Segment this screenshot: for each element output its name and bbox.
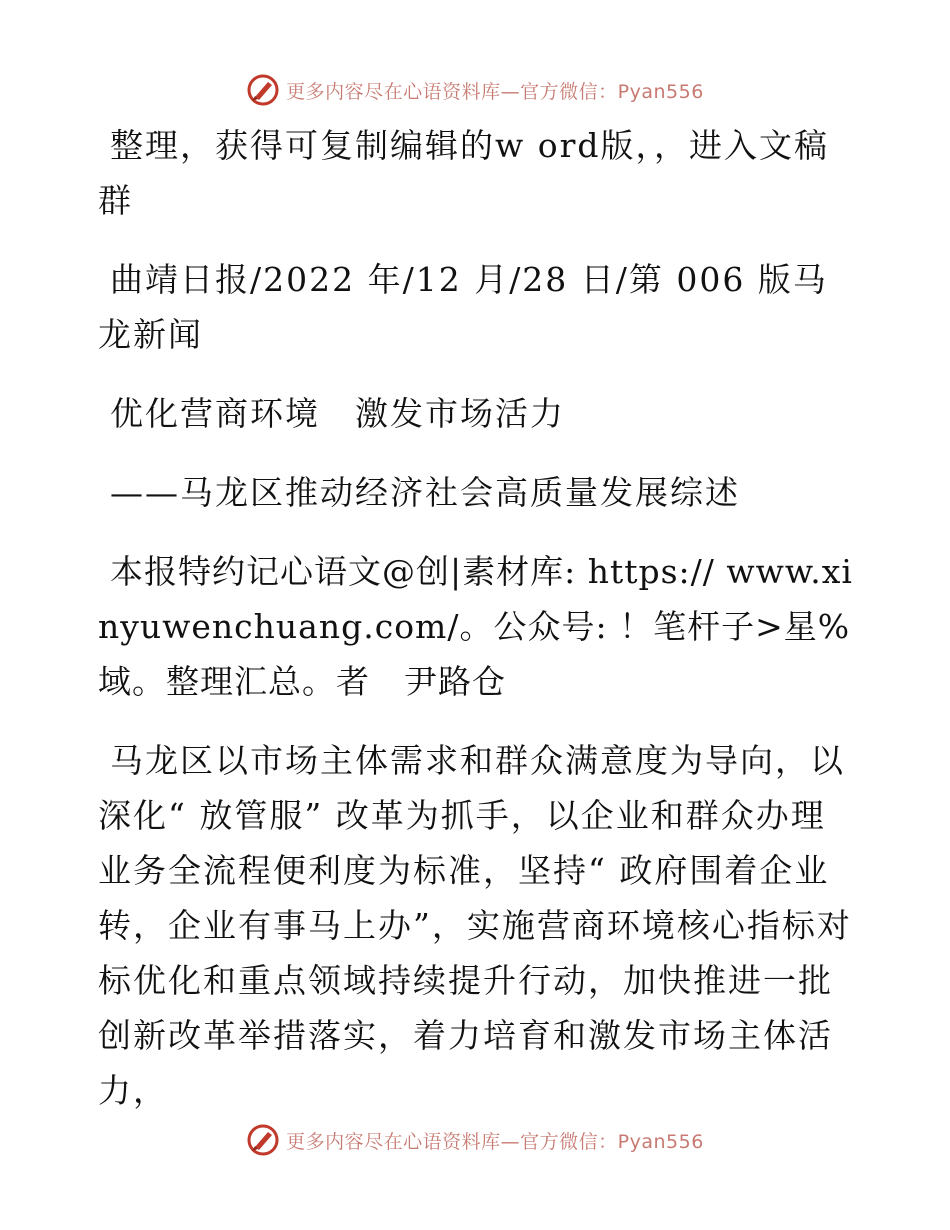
footer-banner [0, 1120, 950, 1160]
brand-logo-icon [246, 73, 280, 107]
document-body [98, 118, 858, 1142]
header-banner [0, 70, 950, 110]
paragraph-byline: 本报特约记心语文@创|素材库: https:// www.xinyuwenchuang.com/。公众号: ！笔杆子>星%域。整理汇总。者 尹路仓 [98, 552, 853, 701]
brand-logo-icon [246, 1123, 280, 1157]
paragraph-intro: 整理，获得可复制编辑的w ord版，，进入文稿群 [98, 126, 830, 220]
banner-text: 更多内容尽在心语资料库—官方微信：Pyan556 [286, 1130, 704, 1153]
banner-text: 更多内容尽在心语资料库—官方微信：Pyan556 [286, 80, 704, 103]
article-title: 优化营商环境 激发市场活力 [110, 394, 565, 433]
paragraph-body: 马龙区以市场主体需求和群众满意度为导向，以深化“ 放管服” 改革为抓手，以企业和群众办理业务全流程便利度为标准，坚持“ 政府围着企业转，企业有事马上办”，实施营商环境核心指标对标优化和重点领域持续提升行动，加快推进一批创新改革举措落实，着力培育和激发市场主体活力， [98, 741, 852, 1110]
paragraph-source: 曲靖日报/2022 年/12 月/28 日/第 006 版马龙新闻 [98, 260, 828, 354]
article-subtitle: ——马龙区推动经济社会高质量发展综述 [110, 473, 740, 512]
